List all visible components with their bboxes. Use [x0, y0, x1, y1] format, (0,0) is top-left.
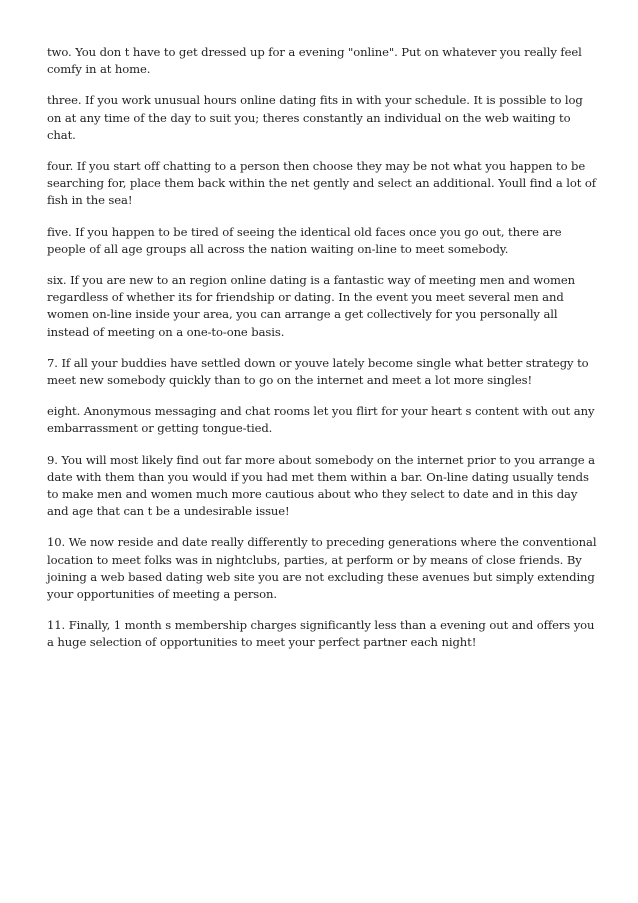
- paragraph-three: three. If you work unusual hours online dating fits in with your schedule. It is possible to log on at any time of the day to suit you; theres constantly an individual on the web waiting to chat.: [47, 93, 583, 142]
- paragraph-eleven: 11. Finally, 1 month s membership charges significantly less than a evening out and offers you a huge selection of opportunities to meet your perfect partner each night!: [47, 618, 595, 650]
- paragraph-six: six. If you are new to an region online dating is a fantastic way of meeting men and women regardless of whether its for friendship or dating. In the event you meet several men and women on-line inside your area, you can arrange a get collectively for you personally all instead of meeting on a one-to-one basis.: [47, 273, 576, 339]
- paragraph-two: two. You don t have to get dressed up for a evening "online". Put on whatever you really feel comfy in at home.: [47, 45, 582, 77]
- document-body: [47, 44, 597, 666]
- paragraph-seven: 7. If all your buddies have settled down or youve lately become single what better strategy to meet new somebody quickly than to go on the internet and meet a lot more singles!: [47, 355, 589, 388]
- paragraph-ten: 10. We now reside and date really differently to preceding generations where the conventional location to meet folks was in nightclubs, parties, at perform or by means of close friends. By joining a web based dating web site you are not excluding these avenues but simply extending your opportunities of meeting a person.: [47, 535, 597, 602]
- paragraph-four: four. If you start off chatting to a person then choose they may be not what you happen to be searching for, place them back within the net gently and select an additional. Youll find a lot of fish in the sea!: [47, 159, 596, 208]
- paragraph-eight: eight. Anonymous messaging and chat rooms let you flirt for your heart s content with out any embarrassment or getting tongue-tied.: [47, 404, 595, 436]
- paragraph-five: five. If you happen to be tired of seeing the identical old faces once you go out, there are people of all age groups all across the nation waiting on-line to meet somebody.: [47, 224, 562, 256]
- paragraph-nine: 9. You will most likely find out far more about somebody on the internet prior to you arrange a date with them than you would if you had met them within a bar. On-line dating usually tends to make men and women much more cautious about who they select to date and in this day and age that can t be a undesirable issue!: [47, 452, 595, 519]
